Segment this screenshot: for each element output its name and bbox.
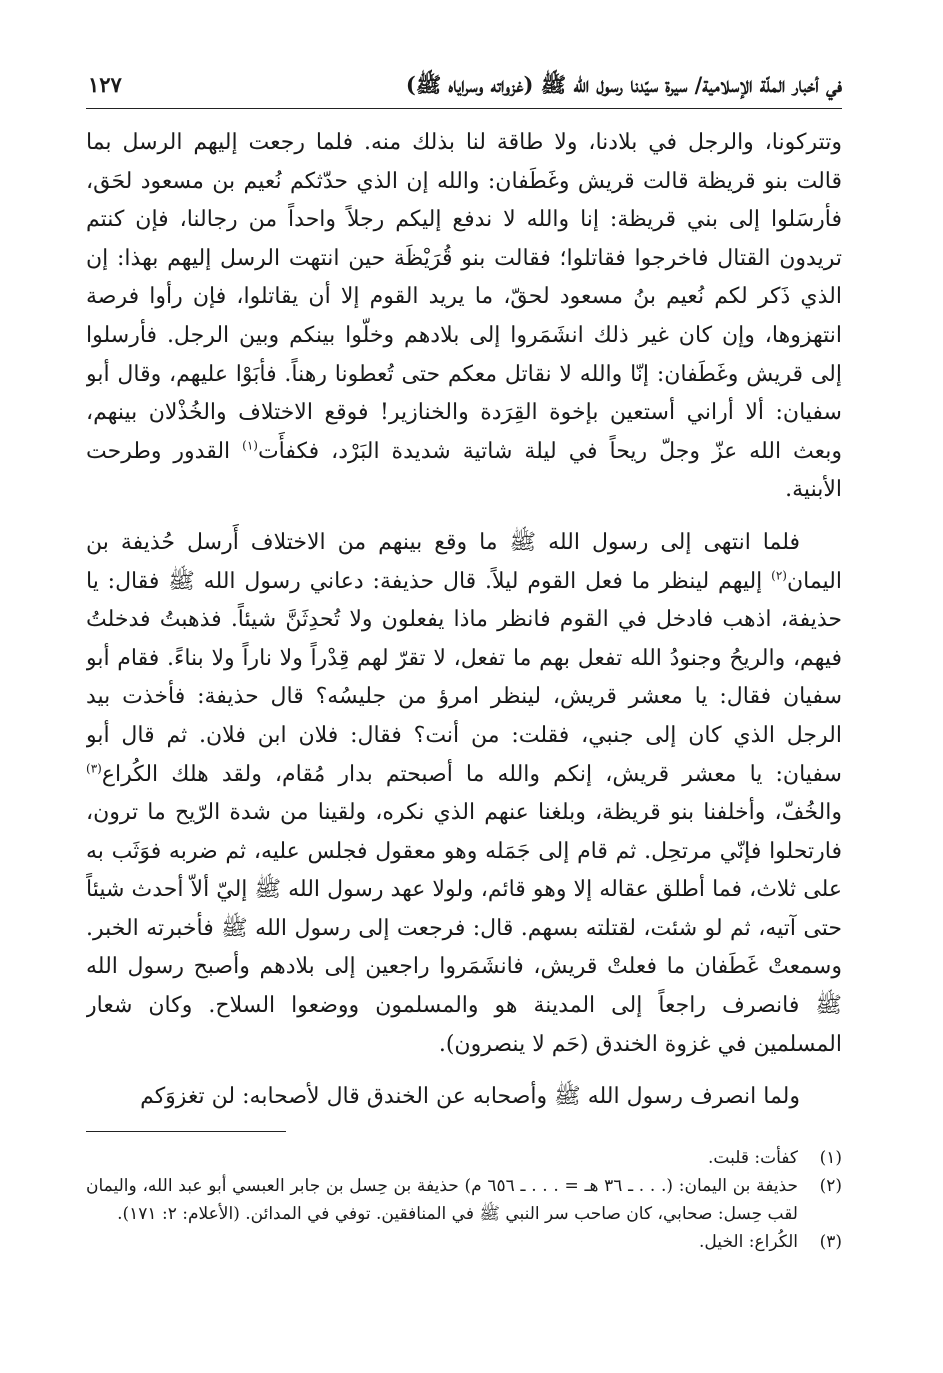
footnote-1-text: كفأت: قلبت. (708, 1147, 798, 1168)
footnote-divider (86, 1131, 286, 1132)
paragraph-2-text-a: فلما انتهى إلى رسول الله ﷺ ما وقع بينهم من الاختلاف أَرسل حُذيفة بن اليمان (86, 529, 842, 594)
paragraph-1-text-a: وتتركونا، والرجل في بلادنا، ولا طاقة لنا بذلك منه. فلما رجعت إليهم الرسل بما قالت بنو قريظة قالت قريش وغَطَفان: والله إن الذي حدّثكم نُعيم بن مسعود لحَق، فأرسَلوا إلى بني قريظة: إنا والله لا ندفع إليكم رجلاً واحداً من رجالنا، فإن كنتم تريدون القتال فاخرجوا فقاتلوا؛ فقالت بنو قُرَيْظَة حين انتهت الرسل إليهم بهذا: إن الذي ذَكر لكم نُعيم بنُ مسعود لحقّ، ما يريد القوم إلا أن يقاتلوا، فإن رأوا فرصة انتهزوها، وإن كان غير ذلك انشَمَروا إلى بلادهم وخلّوا بينكم وبين الرجل. فأرسلوا إلى قريش وغَطَفان: إنّا والله لا نقاتل معكم حتى تُعطونا رهناً. فأبَوْا عليهم، وقال أبو سفيان: ألا أراني أستعين بإخوة القِرَدة والخنازير! فوقع الاختلاف والخُذْلان بينهم، وبعث الله عزّ وجلّ ريحاً في ليلة شاتية شديدة البَرْد، فكفأَت (86, 130, 842, 464)
footnotes (86, 1144, 842, 1256)
paragraph-3 (86, 1078, 842, 1117)
footnote-2-text: حذيفة بن اليمان: (. . . ـ ٣٦ هـ = . . . ـ ٦٥٦ م) حذيفة بن حِسل بن جابر العبسي أبو عبد الله، واليمان لقب حِسل: صحابي، كان صاحب سر النبي ﷺ في المنافقين. توفي في المدائن. (الأعلام: ٢: ١٧١). (86, 1175, 798, 1224)
footnote-3 (86, 1228, 842, 1256)
paragraph-2-text-c: والخُفّ، وأخلفنا بنو قريظة، وبلغنا عنهم الذي نكره، ولقينا من شدة الرّيح ما ترون، فارتحلوا فإنّي مرتحِل. ثم قام إلى جَمَله وهو معقول فجلس عليه، ثم ضربه فوَثَب به على ثلاث، فما أطلق عقاله إلا وهو قائم، ولولا عهد رسول الله ﷺ إليّ ألاّ أحدث شيئاً حتى آتيه، ثم لو شئت، لقتلته بسهم. قال: فرجعت إلى رسول الله ﷺ فأخبرته الخبر. وسمعتْ غَطَفان ما فعلتْ قريش، فانشَمَروا راجعين إلى بلادهم وأصبح رسول الله ﷺ فانصرف راجعاً إلى المدينة هو والمسلمون ووضعوا السلاح. وكان شعار المسلمين في غزوة الخندق (حَم لا ينصرون). (86, 800, 842, 1057)
footnote-ref-3: (٣) (86, 761, 102, 776)
footnote-3-number: (٣) (819, 1231, 842, 1252)
page-number: ١٢٧ (88, 72, 122, 97)
paragraph-2 (86, 524, 842, 1064)
header-divider (86, 108, 842, 109)
paragraph-1 (86, 124, 842, 510)
page-header (86, 66, 842, 110)
footnote-ref-1: (١) (242, 438, 258, 453)
footnote-1-number: (١) (819, 1147, 842, 1168)
footnote-1 (86, 1144, 842, 1172)
footnote-ref-2: (٢) (771, 568, 787, 583)
paragraph-3-text: ولما انصرف رسول الله ﷺ وأصحابه عن الخندق قال لأصحابه: لن تغزوَكم (140, 1084, 800, 1110)
paragraph-1-text-b: القدور وطرحت الأبنية. (86, 438, 842, 503)
footnote-3-text: الكُراع: الخيل. (699, 1231, 798, 1252)
paragraph-2-text-b: إليهم لينظر ما فعل القوم ليلاً. قال حذيفة: دعاني رسول الله ﷺ فقال: يا حذيفة، اذهب فادخل في القوم فانظر ماذا يفعلون ولا تُحدِثَنَّ شيئاً. فذهبتُ فدخلتُ فيهم، والريحُ وجنودُ الله تفعل بهم ما تفعل، لا تقرّ لهم قِدْراً ولا ناراً ولا بناءً. فقام أبو سفيان فقال: يا معشر قريش، لينظر امرؤ من جليسُه؟ قال حذيفة: فأخذت بيد الرجل الذي كان إلى جنبي، فقلت: من أنت؟ فقال: فلان ابن فلان. ثم قال أبو سفيان: يا معشر قريش، إنكم والله ما أصبحتم بدار مُقام، ولقد هلك الكُراع (86, 568, 842, 787)
book-page (86, 66, 842, 1356)
running-title: في أخبار الملّة الإسلامية/ سيرة سيّدنا رسول الله ﷺ (غزواته وسراياه ﷺ) (405, 72, 842, 97)
main-text (86, 124, 842, 1117)
footnote-2 (86, 1172, 842, 1228)
footnote-2-number: (٢) (819, 1175, 842, 1196)
